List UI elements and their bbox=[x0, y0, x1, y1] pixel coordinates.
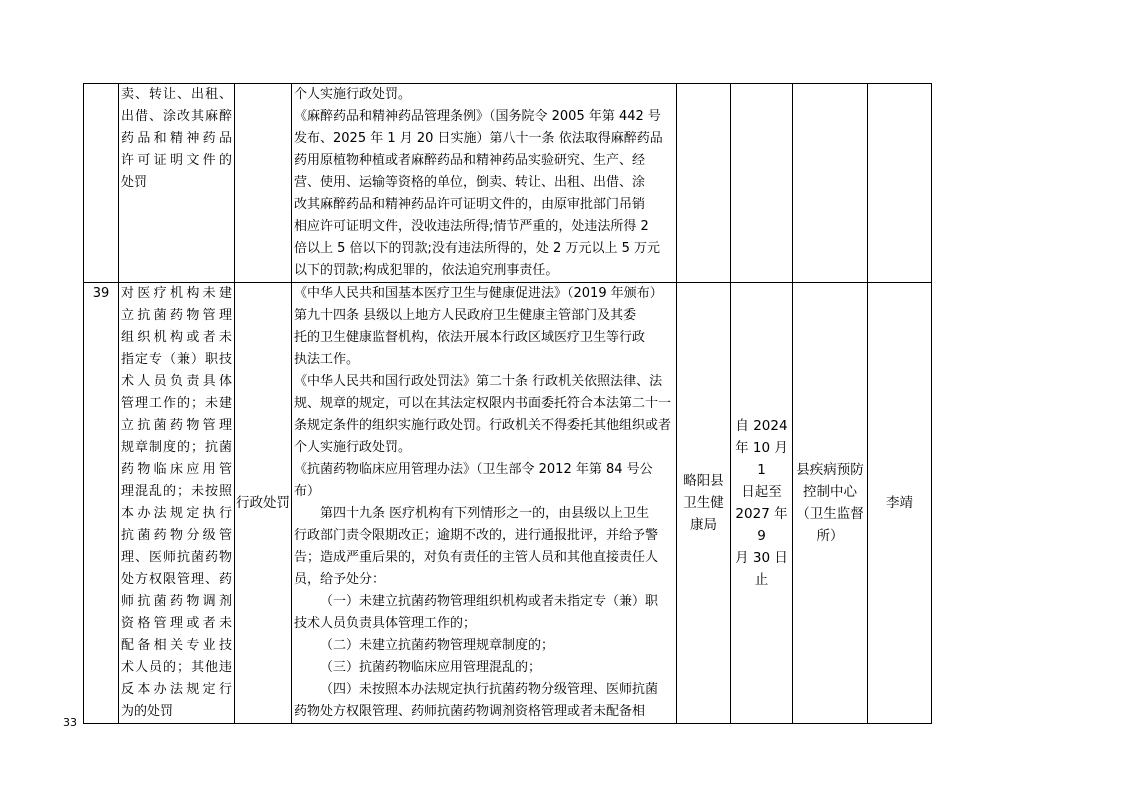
name-line: 药物临床应用管 bbox=[121, 462, 232, 477]
basis-line: （一）未建立抗菌药物管理组织机构或者未指定专（兼）职 bbox=[320, 594, 659, 609]
executor-cell bbox=[793, 283, 868, 724]
period-line: 年 10 月 1 bbox=[735, 440, 788, 478]
basis-line: （二）未建立抗菌药物管理规章制度的； bbox=[320, 638, 555, 653]
category-cell bbox=[235, 283, 292, 724]
basis-line: （四）未按照本办法规定执行抗菌药物分级管理、医师抗菌 bbox=[320, 682, 659, 697]
name-line: 处罚 bbox=[121, 175, 148, 190]
legal-basis-cell bbox=[292, 84, 677, 283]
name-line: 规章制度的；抗菌 bbox=[121, 440, 232, 455]
executor-line: 控制中心 bbox=[803, 484, 857, 500]
executor-cell bbox=[793, 84, 868, 283]
basis-line: 技术人员负责具体管理工作的； bbox=[294, 616, 477, 631]
name-line: 术人员负责具体 bbox=[121, 374, 232, 389]
authority-line: 略阳县 bbox=[683, 473, 724, 489]
basis-line: 《中华人民共和国基本医疗卫生与健康促进法》（2019 年颁布） bbox=[294, 286, 663, 301]
basis-line: 行政部门责令限期改正；逾期不改的，进行通报批评，并给予警 bbox=[294, 528, 659, 543]
name-line: 理混乱的；未按照 bbox=[121, 484, 232, 499]
basis-line: （三）抗菌药物临床应用管理混乱的； bbox=[320, 660, 542, 675]
basis-line: 执法工作。 bbox=[294, 352, 360, 367]
basis-line: 倍以上 5 倍以下的罚款;没有违法所得的，处 2 万元以上 5 万元 bbox=[294, 241, 660, 256]
name-line: 反本办法规定行 bbox=[121, 682, 232, 697]
name-line: 出借、涂改其麻醉 bbox=[121, 109, 232, 124]
basis-line: 以下的罚款;构成犯罪的，依法追究刑事责任。 bbox=[294, 263, 559, 278]
item-name-cell bbox=[119, 84, 235, 283]
table-row-39 bbox=[84, 283, 932, 724]
period-line: 日起至 bbox=[741, 484, 782, 500]
period-line: 自 2024 bbox=[735, 418, 788, 434]
basis-line: 个人实施行政处罚。 bbox=[294, 440, 412, 455]
basis-line: 员，给予处分： bbox=[294, 572, 386, 587]
category-cell bbox=[235, 84, 292, 283]
name-line: 术人员的；其他违 bbox=[121, 660, 232, 675]
name-line: 资格管理或者未 bbox=[121, 616, 232, 631]
number-cell bbox=[84, 283, 119, 724]
name-line: 药品和精神药品 bbox=[121, 131, 232, 146]
authority-line: 卫生健 bbox=[683, 495, 724, 511]
period-line: 2027 年 9 bbox=[735, 506, 788, 544]
basis-line: 托的卫生健康监督机构，依法开展本行政区域医疗卫生等行政 bbox=[294, 330, 646, 345]
basis-line: 药用原植物种植或者麻醉药品和精神药品实验研究、生产、经 bbox=[294, 153, 646, 168]
page-number: 33 bbox=[63, 716, 77, 729]
name-line: 配备相关专业技 bbox=[121, 638, 232, 653]
name-line: 理、医师抗菌药物 bbox=[121, 550, 232, 565]
basis-line: 第四十九条 医疗机构有下列情形之一的，由县级以上卫生 bbox=[320, 506, 650, 521]
basis-line: 布） bbox=[294, 484, 321, 499]
number-cell bbox=[84, 84, 119, 283]
person-cell bbox=[868, 283, 932, 724]
period-cell bbox=[731, 283, 793, 724]
basis-line: 《抗菌药物临床应用管理办法》（卫生部令 2012 年第 84 号公 bbox=[294, 462, 653, 477]
name-line: 本办法规定执行 bbox=[121, 506, 232, 521]
basis-line: 条规定条件的组织实施行政处罚。行政机关不得委托其他组织或者 bbox=[294, 418, 672, 433]
basis-line: 个人实施行政处罚。 bbox=[294, 87, 412, 102]
basis-line: 《中华人民共和国行政处罚法》第二十条 行政机关依照法律、法 bbox=[294, 374, 663, 389]
name-line: 卖、转让、出租、 bbox=[121, 87, 232, 102]
executor-line: （卫生监督 bbox=[796, 506, 864, 522]
basis-line: 相应许可证明文件，没收违法所得;情节严重的，处违法所得 2 bbox=[294, 219, 649, 234]
responsible-person: 李靖 bbox=[886, 494, 913, 511]
name-line: 师抗菌药物调剂 bbox=[121, 594, 232, 609]
item-number: 39 bbox=[92, 286, 110, 301]
authority-line: 康局 bbox=[690, 517, 717, 533]
name-line: 对医疗机构未建 bbox=[121, 286, 232, 301]
period-cell bbox=[731, 84, 793, 283]
authority-cell bbox=[677, 283, 731, 724]
name-line: 为的处罚 bbox=[121, 704, 174, 719]
basis-line: 药物处方权限管理、药师抗菌药物调剂资格管理或者未配备相 bbox=[294, 704, 646, 719]
name-line: 处方权限管理、药 bbox=[121, 572, 232, 587]
authority-cell bbox=[677, 84, 731, 283]
basis-line: 规、规章的规定，可以在其法定权限内书面委托符合本法第二十一 bbox=[294, 396, 672, 411]
executor-line: 所） bbox=[816, 528, 844, 544]
basis-line: 营、使用、运输等资格的单位，倒卖、转让、出租、出借、涂 bbox=[294, 175, 646, 190]
category-label: 行政处罚 bbox=[236, 494, 290, 511]
name-line: 组织机构或者未 bbox=[121, 330, 232, 345]
basis-line: 改其麻醉药品和精神药品许可证明文件的，由原审批部门吊销 bbox=[294, 197, 646, 212]
name-line: 许可证明文件的 bbox=[121, 153, 232, 168]
name-line: 管理工作的；未建 bbox=[121, 396, 232, 411]
period-line: 止 bbox=[754, 572, 769, 588]
name-line: 立抗菌药物管理 bbox=[121, 418, 232, 433]
basis-line: 《麻醉药品和精神药品管理条例》（国务院令 2005 年第 442 号 bbox=[294, 109, 661, 124]
person-cell bbox=[868, 84, 932, 283]
table-row-continued bbox=[84, 84, 932, 283]
item-name-cell bbox=[119, 283, 235, 724]
basis-line: 发布、2025 年 1 月 20 日实施）第八十一条 依法取得麻醉药品 bbox=[294, 131, 663, 146]
name-line: 指定专（兼）职技 bbox=[121, 352, 232, 367]
basis-line: 第九十四条 县级以上地方人民政府卫生健康主管部门及其委 bbox=[294, 308, 637, 323]
name-line: 立抗菌药物管理 bbox=[121, 308, 232, 323]
executor-line: 县疾病预防 bbox=[796, 462, 864, 478]
enforcement-table bbox=[83, 83, 932, 724]
period-line: 月 30 日 bbox=[735, 550, 788, 566]
name-line: 抗菌药物分级管 bbox=[121, 528, 232, 543]
legal-basis-cell bbox=[292, 283, 677, 724]
basis-line: 告；造成严重后果的，对负有责任的主管人员和其他直接责任人 bbox=[294, 550, 659, 565]
